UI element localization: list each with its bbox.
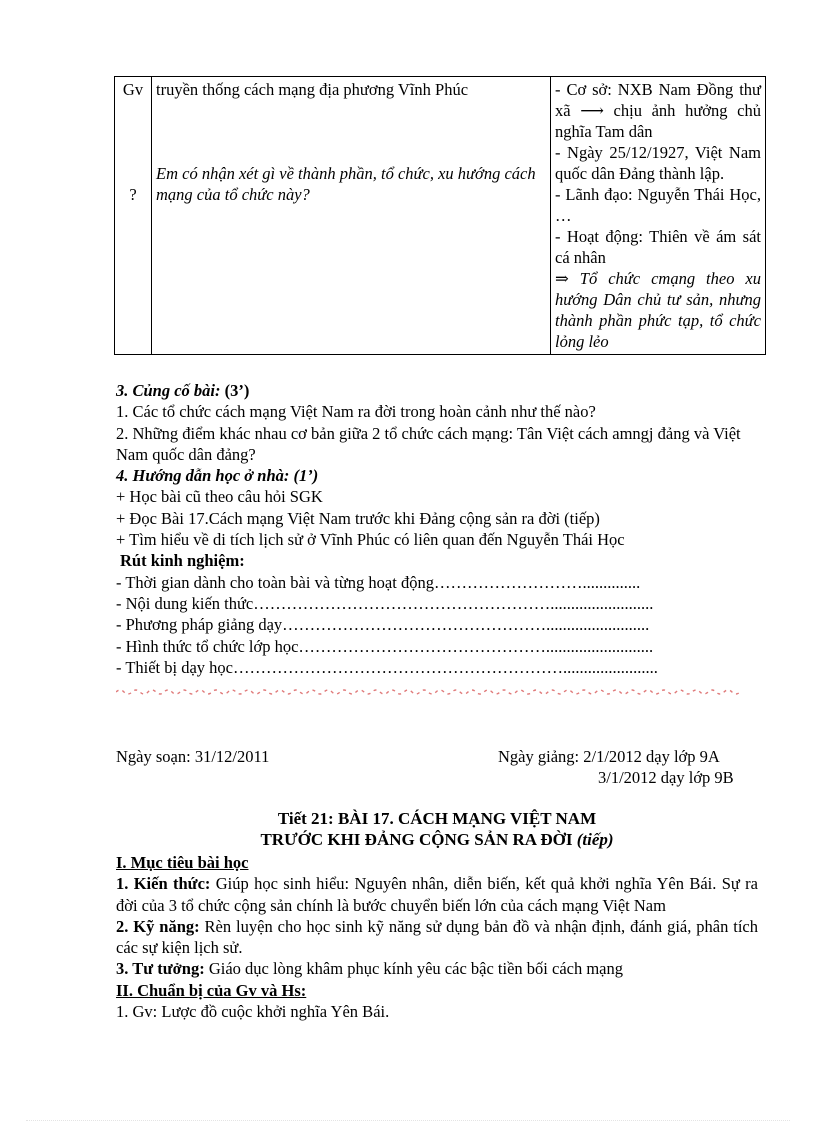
table-cell-role bbox=[115, 77, 152, 355]
consolidation-question: 2. Những điểm khác nhau cơ bản giữa 2 tổ chức cách mạng: Tân Việt cách amngj đảng và Việt Nam quốc dân đảng? bbox=[116, 423, 741, 464]
consolidation-section bbox=[116, 380, 758, 678]
activity-text: truyền thống cách mạng địa phương Vĩnh Phúc bbox=[156, 80, 469, 99]
section-separator bbox=[116, 686, 744, 698]
homework-item: + Học bài cũ theo câu hỏi SGK bbox=[116, 487, 323, 507]
answer-conclusion bbox=[555, 268, 761, 352]
lesson-title-line bbox=[116, 829, 758, 850]
skill-paragraph bbox=[116, 916, 758, 959]
answer-line: - Hoạt động: Thiên về ám sát cá nhân bbox=[555, 227, 761, 267]
preparation-title: II. Chuẩn bị của Gv và Hs: bbox=[116, 980, 307, 1000]
table-row bbox=[115, 77, 766, 355]
consolidation-question: 1. Các tổ chức cách mạng Việt Nam ra đời trong hoàn cảnh như thế nào? bbox=[116, 402, 596, 422]
question-text: Em có nhận xét gì về thành phần, tổ chức, xu hướng cách mạng của tổ chức này? bbox=[156, 164, 536, 204]
homework-item: + Tìm hiểu về di tích lịch sử ở Vĩnh Phúc có liên quan đến Nguyễn Thái Học bbox=[116, 530, 625, 550]
consolidation-time: (3’) bbox=[220, 381, 250, 400]
table-cell-activity bbox=[152, 77, 551, 355]
experience-item: - Phương pháp giảng dạy…………………………………………......................... bbox=[116, 615, 650, 635]
answer-line: - Cơ sở: NXB Nam Đồng thư xã ⟶ chịu ảnh hưởng chủ nghĩa Tam dân bbox=[555, 80, 761, 141]
knowledge-paragraph bbox=[116, 873, 758, 916]
experience-item: - Nội dung kiến thức………………………………………………......................... bbox=[116, 593, 654, 613]
objectives-section bbox=[116, 852, 758, 1022]
knowledge-text: Giúp học sinh hiểu: Nguyên nhân, diễn biến, kết quả khởi nghĩa Yên Bái. Sự ra đời của 3 tổ chức cộng sản chính là bước chuyển biến lớn của cách mạng Việt Nam bbox=[116, 874, 759, 915]
consolidation-title: 3. Củng cố bài: bbox=[116, 381, 221, 400]
implies-arrow-icon: ⇒ bbox=[555, 269, 569, 288]
answer-line: - Lãnh đạo: Nguyễn Thái Học, … bbox=[555, 185, 761, 225]
lesson-title-main: TRƯỚC KHI ĐẢNG CỘNG SẢN RA ĐỜI bbox=[260, 830, 573, 849]
lesson-title bbox=[116, 808, 758, 850]
conclusion-text: Tổ chức cmạng theo xu hướng Dân chủ tư sản, nhưng thành phần phức tạp, tổ chức lỏng lẻo bbox=[555, 269, 761, 351]
experience-item: - Thời gian dành cho toàn bài và từng hoạt động……………………….............. bbox=[116, 572, 641, 592]
page-edge-divider bbox=[26, 1120, 790, 1121]
role-question: ? bbox=[129, 185, 137, 204]
skill-label: 2. Kỹ năng: bbox=[116, 916, 200, 936]
lesson-title-suffix: (tiếp) bbox=[572, 830, 614, 849]
preparation-item: 1. Gv: Lược đồ cuộc khởi nghĩa Yên Bái. bbox=[116, 1002, 390, 1022]
thought-label: 3. Tư tưởng: bbox=[116, 959, 205, 979]
skill-text: Rèn luyện cho học sinh kỹ năng sử dụng bản đồ và nhận định, đánh giá, phân tích các sự kiện lịch sử. bbox=[116, 916, 758, 958]
objectives-title: I. Mục tiêu bài học bbox=[116, 853, 249, 872]
role-gv: Gv bbox=[122, 80, 144, 99]
homework-title: 4. Hướng dẫn học ở nhà: (1’) bbox=[116, 466, 319, 486]
prepared-date: Ngày soạn: 31/12/2011 bbox=[116, 747, 270, 766]
table-cell-answer bbox=[551, 77, 766, 355]
answer-line: - Ngày 25/12/1927, Việt Nam quốc dân Đảng thành lập. bbox=[555, 143, 761, 183]
knowledge-label: 1. Kiến thức: bbox=[116, 874, 211, 894]
lesson-title-line: Tiết 21: BÀI 17. CÁCH MẠNG VIỆT NAM bbox=[277, 809, 597, 828]
lesson-activity-table bbox=[114, 76, 766, 355]
experience-item: - Hình thức tổ chức lớp học……………………………………….......................... bbox=[116, 636, 654, 656]
experience-item: - Thiết bị dạy học……………………………………………………....................... bbox=[116, 657, 658, 677]
experience-title: Rút kinh nghiệm: bbox=[120, 551, 245, 571]
thought-paragraph bbox=[116, 958, 758, 979]
thought-text: Giáo dục lòng khâm phục kính yêu các bậc tiền bối cách mạng bbox=[204, 959, 624, 979]
homework-item: + Đọc Bài 17.Cách mạng Việt Nam trước khi Đảng cộng sản ra đời (tiếp) bbox=[116, 508, 600, 528]
teaching-date-9a: Ngày giảng: 2/1/2012 dạy lớp 9A bbox=[498, 747, 720, 766]
teaching-date-9b: 3/1/2012 dạy lớp 9B bbox=[598, 768, 734, 787]
